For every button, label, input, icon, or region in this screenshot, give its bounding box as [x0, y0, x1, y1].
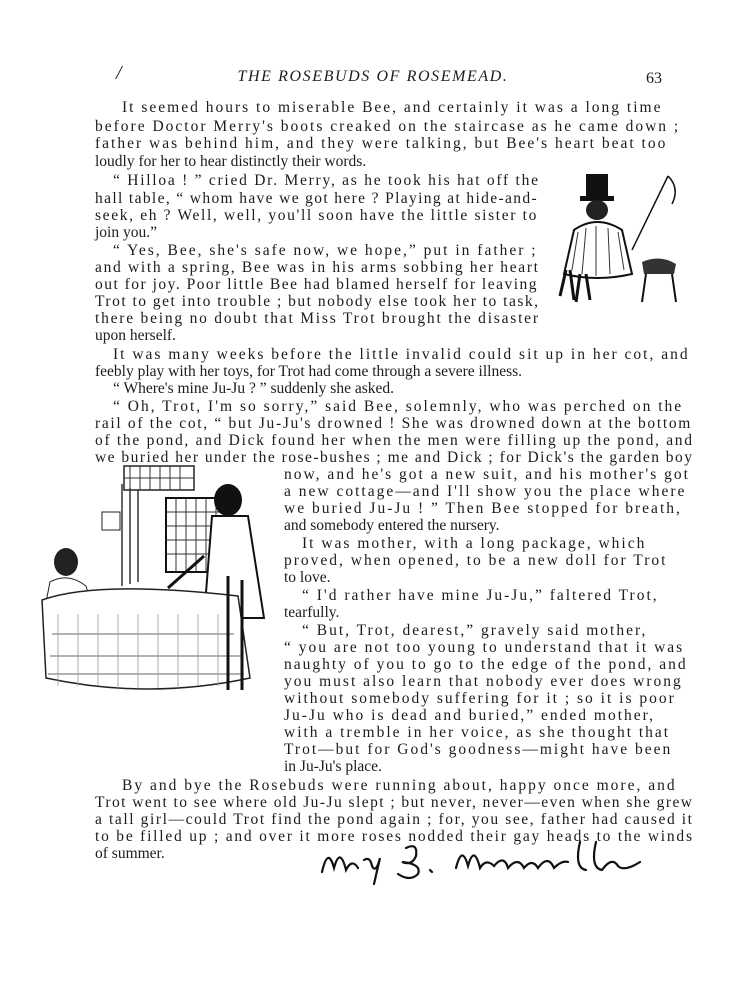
- text-line: you must also learn that nobody ever does wrong: [284, 673, 683, 690]
- text-line: of summer.: [95, 845, 165, 862]
- text-line: there being no doubt that Miss Trot brought the disaster: [95, 310, 540, 327]
- text-line: It was many weeks before the little invalid could sit up in her cot, and: [113, 346, 690, 363]
- text-line: “ Oh, Trot, I'm so sorry,” said Bee, solemnly, who was perched on the: [113, 398, 684, 415]
- text-line: father was behind him, and they were talking, but Bee's heart beat too: [95, 135, 668, 152]
- text-line: loudly for her to hear distinctly their words.: [95, 153, 367, 170]
- text-line: “ But, Trot, dearest,” gravely said mother,: [302, 622, 648, 639]
- doctor-illustration: [556, 170, 686, 306]
- text-line: of the pond, and Dick found her when the men were filling up the pond, and: [95, 432, 694, 449]
- text-line: “ you are not too young to understand that it was: [284, 639, 685, 656]
- text-line: to be filled up ; and over it more roses nodded their gay heads to the winds: [95, 828, 694, 845]
- nursery-illustration: [38, 464, 270, 714]
- text-line: Trot went to see where old Ju-Ju slept ; but never, never—even when she grew: [95, 794, 694, 811]
- text-line: hall table, “ whom have we got here ? Playing at hide-and-: [95, 190, 538, 207]
- text-line: upon herself.: [95, 327, 176, 344]
- text-line: proved, when opened, to be a new doll for Trot: [284, 552, 668, 569]
- text-line: Trot to get into trouble ; but nobody else took her to task,: [95, 293, 540, 310]
- handwritten-signature: [318, 838, 648, 888]
- text-line: “ Where's mine Ju-Ju ? ” suddenly she asked.: [113, 380, 394, 397]
- text-line: and with a spring, Bee was in his arms sobbing her heart: [95, 259, 540, 276]
- text-line: “ I'd rather have mine Ju-Ju,” faltered Trot,: [302, 587, 659, 604]
- text-line: It seemed hours to miserable Bee, and certainly it was a long time: [122, 99, 663, 116]
- text-line: It was mother, with a long package, which: [302, 535, 647, 552]
- text-line: a new cottage—and I'll show you the place where: [284, 483, 687, 500]
- text-line: to love.: [284, 569, 331, 586]
- text-line: Trot—but for God's goodness—might have been: [284, 741, 673, 758]
- corner-mark: /: [116, 62, 122, 84]
- text-line: now, and he's got a new suit, and his mother's got: [284, 466, 690, 483]
- text-line: without somebody suffering for it ; so it is poor: [284, 690, 676, 707]
- text-line: naughty of you to go to the edge of the pond, and: [284, 656, 688, 673]
- text-line: we buried her under the rose-bushes ; me and Dick ; for Dick's the garden boy: [95, 449, 694, 466]
- text-line: join you.”: [95, 224, 157, 241]
- text-line: “ Hilloa ! ” cried Dr. Merry, as he took his hat off the: [113, 172, 540, 189]
- page-number: 63: [646, 70, 662, 87]
- text-line: “ Yes, Bee, she's safe now, we hope,” put in father ;: [113, 242, 538, 259]
- text-line: a tall girl—could Trot find the pond again ; for, you see, father had caused it: [95, 811, 694, 828]
- text-line: with a tremble in her voice, as she thought that: [284, 724, 671, 741]
- text-line: out for joy. Poor little Bee had blamed herself for leaving: [95, 276, 538, 293]
- text-line: feebly play with her toys, for Trot had come through a severe illness.: [95, 363, 523, 380]
- text-line: tearfully.: [284, 604, 340, 621]
- text-line: and somebody entered the nursery.: [284, 517, 500, 534]
- running-header: THE ROSEBUDS OF ROSEMEAD.: [237, 68, 509, 85]
- text-line: we buried Ju-Ju ! ” Then Bee stopped for breath,: [284, 500, 682, 517]
- text-line: seek, eh ? Well, well, you'll soon have the little sister to: [95, 207, 538, 224]
- text-line: Ju-Ju who is dead and buried,” ended mother,: [284, 707, 656, 724]
- text-line: rail of the cot, “ but Ju-Ju's drowned ! She was drowned down at the bottom: [95, 415, 692, 432]
- text-line: in Ju-Ju's place.: [284, 758, 382, 775]
- text-line: before Doctor Merry's boots creaked on the staircase as he came down ;: [95, 118, 681, 135]
- text-line: By and bye the Rosebuds were running about, happy once more, and: [122, 777, 677, 794]
